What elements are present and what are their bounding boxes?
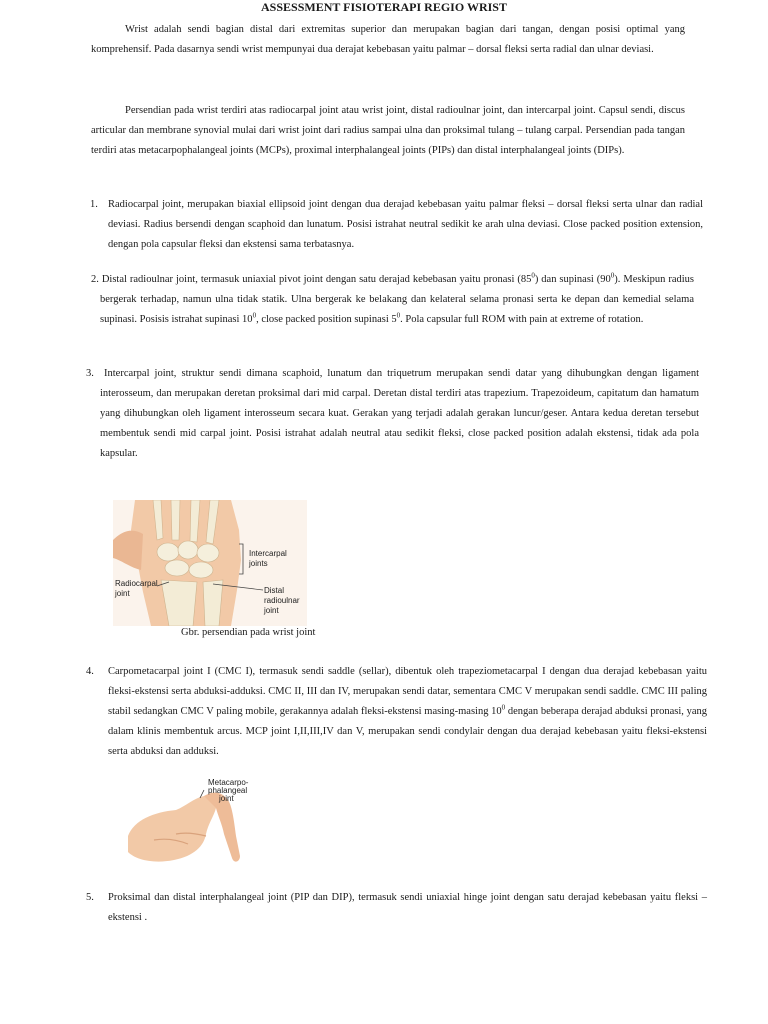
list-item-text-a: Carpometacarpal joint I (CMC I), termasuk sendi saddle (sellar), dibentuk oleh trapeziometacarpal I dengan dua derajad kebebasan yaitu fleksi-ekstensi serta abduksi-adduksi. CMC II, III dan IV, merupakan sendi datar, sementara CMC V merupakan sendi saddle. CMC III paling stabil sedangkan CMC V paling mobile, gerakannya adalah fleksi-ekstensi masing-masing 10 — [108, 666, 707, 717]
label-distal-3: joint — [264, 606, 279, 615]
carpal-bone — [189, 562, 213, 578]
list-item-text-e: . Pola capsular full ROM with pain at extreme of rotation. — [400, 314, 644, 325]
list-item-4 — [86, 662, 707, 762]
label-distal-1: Distal — [264, 586, 285, 595]
label-distal-2: radioulnar — [264, 596, 300, 605]
list-number: 1. — [90, 199, 98, 210]
list-item-2 — [91, 270, 694, 330]
label-intercarpal-2: joints — [249, 559, 268, 568]
document-title: ASSESSMENT FISIOTERAPI REGIO WRIST — [261, 0, 507, 14]
carpal-bone — [165, 560, 189, 576]
degree-sup: 0 — [252, 311, 257, 320]
degree-sup: 0 — [501, 703, 506, 712]
degree-sup: 0 — [610, 271, 615, 280]
label-radiocarpal-2: joint — [115, 589, 130, 598]
list-item-text: Intercarpal joint, struktur sendi dimana scaphoid, lunatum dan triquetrum merupakan sendi datar yang dihubungkan dengan ligament interosseum, dan merupakan deretan proksimal dari mid carpal. Deretan distal terdiri atas trapezium. Trapezoideum, capitatum dan hamatum yang dihubungkan oleh ligament interosseum secara kuat. Gerakan yang terjadi adalah gerakan luncur/geser. Antara kedua deretan tersebut membentuk sendi mid carpal joint. Posisi istrahat adalah neutral atau sedikit fleksi, close packed position adalah ekstensi, tidak ada pola kapsular. — [100, 368, 700, 459]
label-mcp-3: joint — [219, 794, 234, 803]
list-number: 3. — [86, 368, 94, 379]
list-item-text-d: , close packed position supinasi 5 — [256, 314, 397, 325]
list-number: 5. — [86, 892, 94, 903]
degree-sup: 0 — [531, 271, 535, 280]
list-item-text-a: Distal radioulnar joint, termasuk uniaxial pivot joint dengan satu derajad kebebasan yaitu pronasi (85 — [101, 274, 532, 285]
list-item-text-b: dengan beberapa derajad abduksi pronasi, yang dalam klinis membentuk arcus. MCP joint I,II,III,IV dan V, merupakan sendi condylair dengan dua derajad kebebasan yaitu fleksi-ekstensi serta abduksi dan adduksi. — [108, 706, 707, 757]
list-item-text-b: ) dan supinasi (90 — [534, 274, 611, 285]
list-number: 4. — [86, 666, 94, 677]
figure-caption: Gbr. persendian pada wrist joint — [181, 627, 316, 638]
wrist-joint-figure — [113, 500, 307, 626]
label-radiocarpal-1: Radiocarpal — [115, 579, 158, 588]
hand-mcp-illustration — [124, 776, 250, 870]
intro-paragraph-1: Wrist adalah sendi bagian distal dari extremitas superior dan merupakan bagian dari tangan, dengan posisi optimal yang komprehensif. Pada dasarnya sendi wrist mempunyai dua derajat kebebasan yaitu palmar – dorsal fleksi serta radial dan ulnar deviasi. — [91, 24, 685, 55]
list-item-1 — [90, 195, 703, 255]
list-item-5 — [86, 888, 707, 928]
wrist-anatomy-illustration — [113, 500, 307, 626]
label-intercarpal-1: Intercarpal — [249, 549, 287, 558]
label-mcp-1: Metacarpo- — [208, 778, 249, 787]
label-mcp-2: phalangeal — [208, 786, 248, 795]
carpal-bone — [157, 543, 179, 561]
intro-paragraph-2: Persendian pada wrist terdiri atas radiocarpal joint atau wrist joint, distal radioulnar joint, dan intercarpal joint. Capsul sendi, discus articular dan membrane synovial mulai dari wrist joint dari radius sampai ulna dan proksimal tulang – tulang carpal. Persendian pada tangan terdiri atas metacarpophalangeal joints (MCPs), proximal interphalangeal joints (PIPs) dan distal interphalangeal joints (DIPs). — [91, 105, 685, 156]
list-item-3 — [86, 364, 699, 464]
mcp-joint-figure — [124, 776, 250, 870]
list-number: 2. — [91, 274, 99, 285]
carpal-bone — [178, 541, 198, 559]
degree-sup: 0 — [396, 311, 401, 320]
list-item-text: Proksimal dan distal interphalangeal joint (PIP dan DIP), termasuk sendi uniaxial hinge joint dengan satu derajad kebebasan yaitu fleksi – ekstensi . — [108, 892, 707, 923]
carpal-bone — [197, 544, 219, 562]
metacarpal-bone — [171, 500, 180, 540]
list-item-text-c: ). Meskipun radius bergerak terhadap, namun ulna tidak statik. Ulna bergerak ke belakang dan kelateral selama pronasi serta ke depan dan kemedial selama supinasi. Posisis istrahat supinasi 10 — [100, 274, 694, 325]
list-item-text: Radiocarpal joint, merupakan biaxial ellipsoid joint dengan dua derajad kebebasan yaitu palmar fleksi – dorsal fleksi serta ulnar dan radial deviasi. Radius bersendi dengan scaphoid dan lunatum. Posisi istrahat neutral sedikit ke arah ulna deviasi. Close packed position extension, dengan pola capsular fleksi dan ekstensi sama terbatasnya. — [108, 199, 703, 250]
